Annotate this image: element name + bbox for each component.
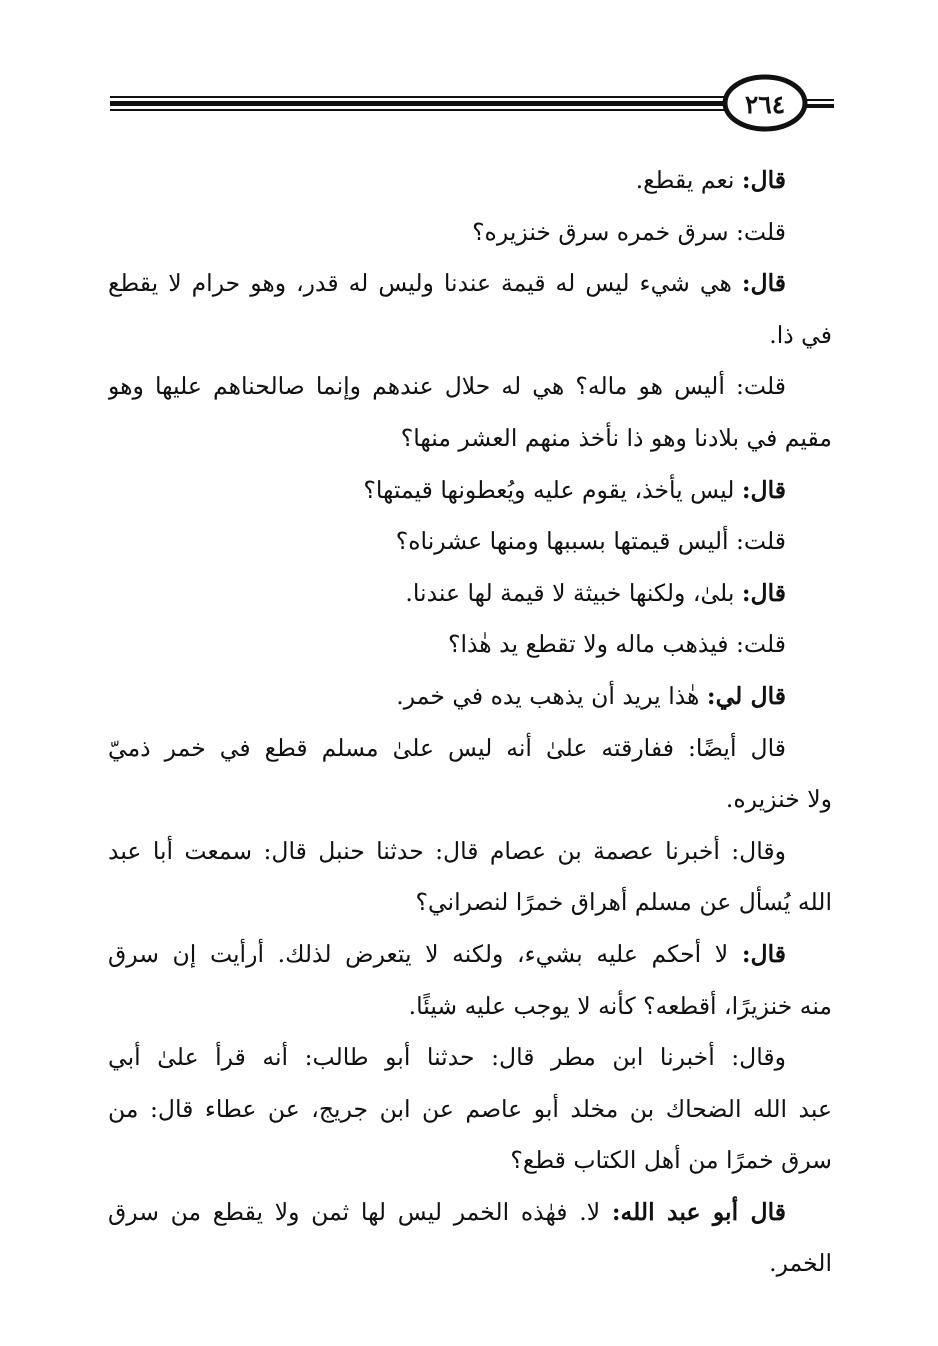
speaker-label: قال لي:	[706, 681, 786, 710]
line-text: قلت: فيذهب ماله ولا تقطع يد هٰذا؟	[447, 630, 786, 659]
line-text: قال أيضًا: ففارقته علىٰ أنه ليس علىٰ مسلم قطع في خمر ذميّ	[108, 733, 786, 762]
speaker-label: قال:	[741, 475, 786, 504]
header-rule-right-top	[806, 99, 834, 101]
speaker-label: قال:	[741, 939, 786, 968]
text-line	[108, 1187, 832, 1239]
text-line	[108, 516, 832, 568]
line-text: ليس يأخذ، يقوم عليه ويُعطونها قيمتها؟	[363, 475, 742, 504]
line-text: منه خنزيرًا، أقطعه؟ كأنه لا يوجب عليه شيئًا.	[408, 991, 832, 1020]
text-line	[108, 877, 832, 929]
line-text: هي شيء ليس له قيمة عندنا وليس له قدر، وهو حرام لا يقطع	[108, 269, 742, 298]
line-text: الخمر.	[769, 1249, 832, 1278]
text-line	[108, 465, 832, 517]
page-header	[0, 0, 938, 150]
text-line	[108, 1084, 832, 1136]
speaker-label: قال أبو عبد الله:	[611, 1197, 787, 1226]
text-line	[108, 361, 832, 413]
text-line	[108, 413, 832, 465]
body-text	[108, 155, 832, 1290]
line-text: سرق خمرًا من أهل الكتاب قطع؟	[510, 1146, 832, 1175]
page-number: ٢٦٤	[744, 90, 786, 119]
speaker-label: قال:	[741, 166, 786, 194]
text-line	[108, 929, 832, 981]
speaker-label: قال:	[741, 269, 786, 298]
text-line	[108, 1032, 832, 1084]
line-text: قلت: أليس قيمتها بسببها ومنها عشرناه؟	[395, 527, 786, 556]
text-line	[108, 723, 832, 775]
header-rule-top	[110, 96, 726, 98]
line-text: مقيم في بلادنا وهو ذا نأخذ منهم العشر منها؟	[400, 423, 832, 452]
header-ornament	[0, 0, 938, 150]
text-line	[108, 774, 832, 826]
header-rule-middle	[110, 101, 726, 106]
line-text: وقال: أخبرنا ابن مطر قال: حدثنا أبو طالب: أنه قرأ علىٰ أبي	[108, 1043, 786, 1072]
line-text: بلىٰ، ولكنها خبيثة لا قيمة لها عندنا.	[405, 578, 742, 607]
line-text: في ذا.	[769, 320, 832, 349]
line-text: لا. فهٰذه الخمر ليس لها ثمن ولا يقطع من سرق	[108, 1197, 612, 1226]
text-line	[108, 568, 832, 620]
line-text: قلت: أليس هو ماله؟ هي له حلال عندهم وإنما صالحناهم عليها وهو	[108, 372, 786, 401]
line-text: عبد الله الضحاك بن مخلد أبو عاصم عن ابن جريج، عن عطاء قال: من	[108, 1094, 832, 1123]
line-text: قلت: سرق خمره سرق خنزيره؟	[472, 217, 786, 246]
text-line	[108, 310, 832, 362]
line-text: نعم يقطع.	[635, 166, 742, 194]
text-line	[108, 1135, 832, 1187]
line-text: وقال: أخبرنا عصمة بن عصام قال: حدثنا حنبل قال: سمعت أبا عبد	[108, 836, 786, 865]
line-text: ولا خنزيره.	[725, 785, 832, 814]
text-line	[108, 258, 832, 310]
line-text: لا أحكم عليه بشيء، ولكنه لا يتعرض لذلك. أرأيت إن سرق	[108, 939, 742, 968]
header-rule-bottom	[110, 109, 726, 111]
text-line	[108, 619, 832, 671]
text-line	[108, 207, 832, 259]
text-line	[108, 671, 832, 723]
header-rule-right-bottom	[806, 104, 834, 108]
line-text: الله يُسأل عن مسلم أهراق خمرًا لنصراني؟	[415, 888, 832, 917]
text-line	[108, 826, 832, 878]
speaker-label: قال:	[741, 578, 786, 607]
text-line	[108, 1238, 832, 1290]
text-line	[108, 155, 832, 207]
text-line	[108, 981, 832, 1033]
line-text: هٰذا يريد أن يذهب يده في خمر.	[396, 681, 707, 710]
